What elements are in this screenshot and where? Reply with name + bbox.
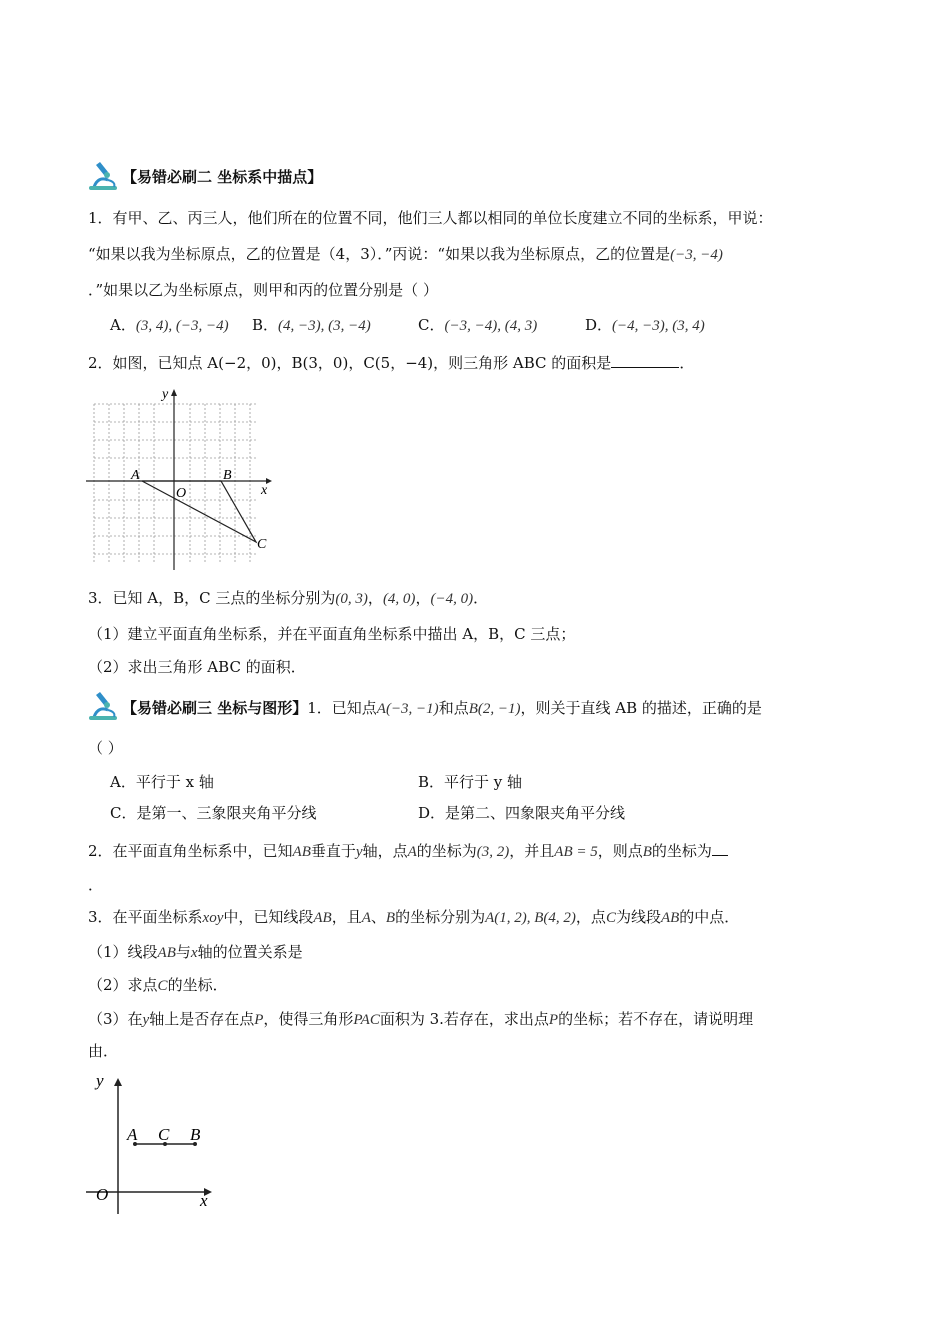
option-value: (−3, −4), (4, 3)	[444, 318, 538, 334]
math-term: AB	[292, 844, 311, 860]
y-axis-label: y	[162, 387, 169, 402]
question-3-part-2: （2）求出三角形 ABC 的面积．	[88, 658, 306, 676]
question-text: （1）线段	[88, 943, 158, 961]
math-term: AB = 5	[554, 844, 598, 860]
question-text: 为线段	[615, 908, 661, 926]
option-b: B．平行于 y 轴	[418, 773, 523, 791]
question-text: 的中点．	[679, 908, 740, 926]
question-1-line-1: 1．有甲、乙、丙三人，他们所在的位置不同，他们三人都以相同的单位长度建立不同的坐标系，甲说：	[88, 209, 773, 227]
math-point: A(1, 2), B(4, 2)	[485, 910, 576, 926]
math-point: (−3, −4)	[670, 247, 723, 263]
question-text: （3）在	[88, 1010, 143, 1028]
question-text: 的坐标．	[167, 976, 228, 994]
math-term: C	[157, 978, 168, 994]
x-axis-label: x	[200, 1191, 208, 1210]
section-header-3: 【易错必刷三 坐标与图形】	[122, 699, 308, 717]
question-text: ，使得三角形	[263, 1010, 354, 1028]
question-3-part-1	[88, 941, 303, 964]
option-label: A．	[110, 316, 136, 334]
point-a-label: A	[127, 1125, 138, 1144]
question-2	[88, 352, 694, 374]
option-a: A．平行于 x 轴	[110, 773, 214, 791]
question-text: 轴的位置关系是	[197, 943, 303, 961]
math-point: (0, 3)	[335, 591, 368, 607]
question-text: 、	[370, 908, 386, 926]
question-1-line-3: ．”如果以乙为坐标原点，则甲和丙的位置分别是（ ）	[88, 281, 438, 299]
answer-blank[interactable]	[712, 841, 728, 856]
question-2-text: 2．如图，已知点 A(−2，0)，B(3，0)，C(5，−4)，则三角形 ABC 的面积是	[88, 354, 612, 372]
option-d: D．是第二、四象限夹角平分线	[418, 804, 626, 822]
question-text: 3．在平面坐标系	[88, 908, 203, 926]
question-text: 垂直于	[310, 842, 356, 860]
point-b-label: B	[190, 1125, 201, 1144]
question-text: 的坐标；若不存在，请说明理	[558, 1010, 754, 1028]
punctuation: ．	[88, 876, 104, 894]
option-c	[418, 314, 537, 337]
triangle-abc	[142, 481, 256, 542]
origin-label: O	[176, 486, 187, 501]
question-text: 的坐标为	[416, 842, 477, 860]
math-term: PAC	[353, 1012, 380, 1028]
question-text: （2）求点	[88, 976, 158, 994]
math-term: B	[642, 844, 652, 860]
math-term: x	[190, 945, 198, 961]
point-c-label: C	[257, 537, 267, 552]
point-c-label: C	[158, 1125, 170, 1144]
punctuation: ．	[473, 589, 489, 607]
option-label: D．	[585, 316, 613, 334]
math-term: B	[385, 910, 396, 926]
math-term: AB	[660, 910, 680, 926]
punctuation: ．	[679, 354, 695, 372]
option-c: C．是第一、三象限夹角平分线	[110, 804, 317, 822]
math-term: AB	[313, 910, 332, 926]
punctuation: ，	[367, 589, 383, 607]
math-term: y	[142, 1012, 150, 1028]
question-text: 面积为 3.若存在，求出点	[379, 1010, 549, 1028]
math-point: B(2, −1)	[468, 701, 521, 717]
question-text: 与	[175, 943, 191, 961]
option-a	[110, 314, 229, 337]
question-3-part-3	[88, 1008, 753, 1031]
question-text: ，点	[575, 908, 606, 926]
microscope-icon	[86, 688, 122, 722]
question-3	[88, 906, 739, 929]
math-term: P	[254, 1012, 264, 1028]
math-term: xoy	[202, 910, 224, 926]
math-term: A	[361, 910, 371, 926]
question-2	[88, 840, 728, 863]
question-text: 轴上是否存在点	[149, 1010, 255, 1028]
answer-paren: （ ）	[88, 739, 123, 757]
question-3-text: 3．已知 A，B，C 三点的坐标分别为	[88, 589, 336, 607]
question-1-text: “如果以我为坐标原点，乙的位置是（4，3）．”丙说：“如果以我为坐标原点，乙的位置是	[88, 245, 671, 263]
question-text: 轴，点	[362, 842, 408, 860]
option-label: B．	[252, 316, 279, 334]
point-b-label: B	[223, 468, 232, 483]
question-3-part-2	[88, 974, 228, 997]
option-b	[252, 314, 371, 337]
segment-figure	[84, 1068, 234, 1224]
question-3-part-3-cont: 由．	[88, 1042, 119, 1060]
question-text: 1．已知点	[307, 699, 377, 717]
question-text: ，则关于直线 AB 的描述，正确的是	[520, 699, 762, 717]
math-term: C	[605, 910, 616, 926]
question-text: 中，已知线段	[223, 908, 314, 926]
question-text: ，并且	[509, 842, 555, 860]
math-term: P	[548, 1012, 559, 1028]
x-axis-label: x	[261, 483, 268, 498]
question-1-line-2	[88, 243, 723, 266]
math-term: y	[355, 844, 363, 860]
question-text: 2．在平面直角坐标系中，已知	[88, 842, 293, 860]
answer-blank[interactable]	[611, 353, 679, 368]
question-text: 和点	[438, 699, 469, 717]
math-term: A	[407, 844, 417, 860]
punctuation: ，	[415, 589, 431, 607]
question-text: 的坐标为	[651, 842, 712, 860]
option-value: (4, −3), (3, −4)	[278, 318, 371, 334]
question-3-part-1: （1）建立平面直角坐标系，并在平面直角坐标系中描出 A，B，C 三点；	[88, 625, 576, 643]
question-text: 的坐标分别为	[395, 908, 486, 926]
option-d	[585, 314, 705, 337]
section-3-line-1	[122, 697, 762, 720]
math-point: (−4, 0)	[430, 591, 474, 607]
option-value: (3, 4), (−3, −4)	[135, 318, 229, 334]
microscope-icon	[86, 158, 122, 192]
question-text: ，则点	[597, 842, 643, 860]
option-label: C．	[418, 316, 445, 334]
point-a-label: A	[131, 468, 140, 483]
question-3	[88, 587, 488, 610]
math-point: (4, 0)	[382, 591, 416, 607]
question-text: ，且	[331, 908, 362, 926]
origin-label: O	[96, 1185, 109, 1204]
math-term: AB	[157, 945, 176, 961]
y-axis-label: y	[96, 1071, 104, 1090]
triangle-figure	[80, 384, 280, 574]
math-point: (3, 2)	[476, 844, 510, 860]
section-header-2: 【易错必刷二 坐标系中描点】	[122, 168, 323, 186]
math-point: A(−3, −1)	[376, 701, 439, 717]
option-value: (−4, −3), (3, 4)	[612, 318, 705, 334]
